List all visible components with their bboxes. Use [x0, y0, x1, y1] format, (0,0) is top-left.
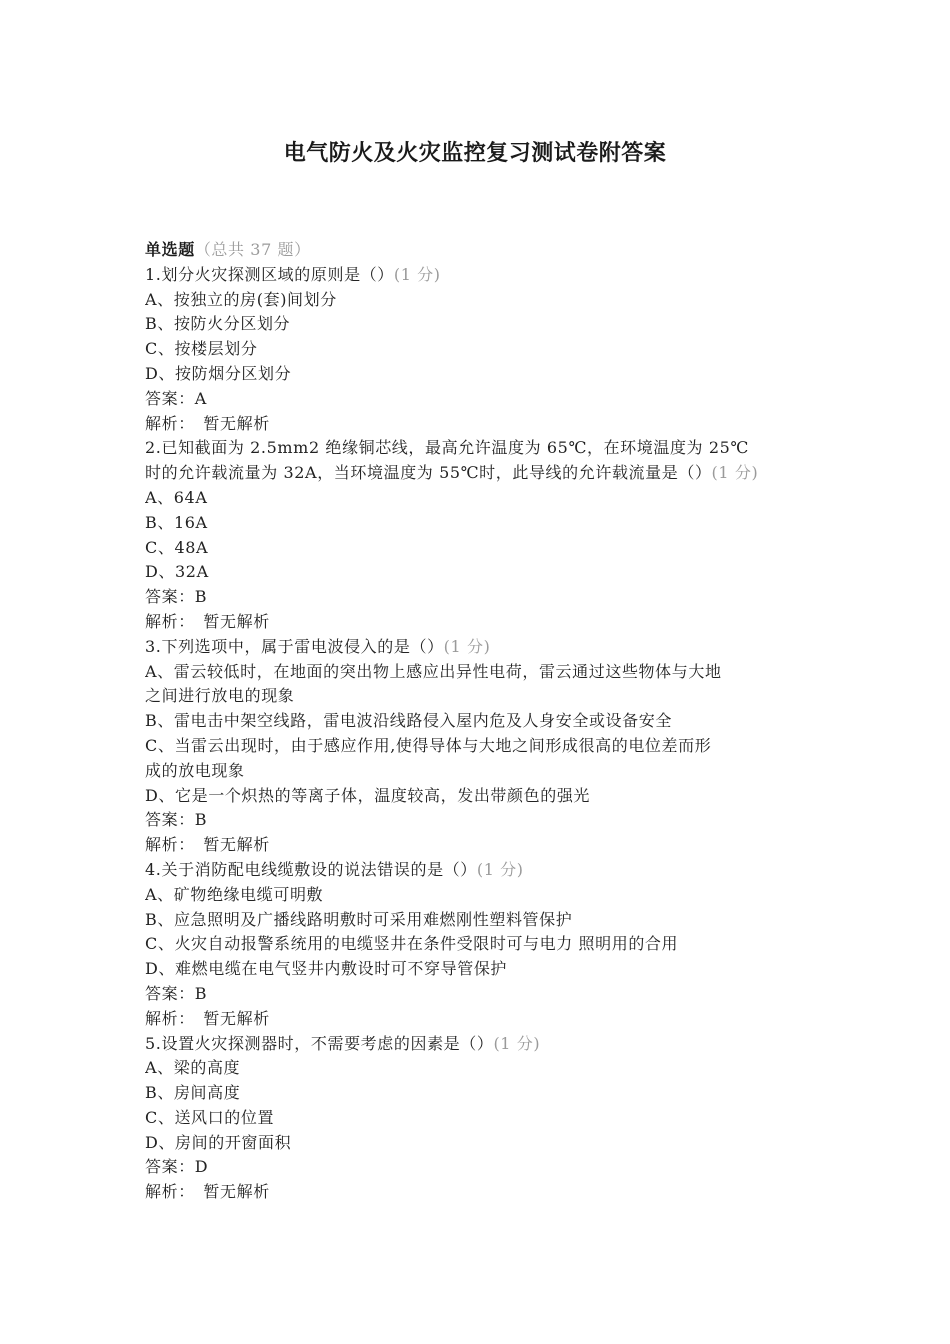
- answer-line: 答案：B: [145, 587, 208, 607]
- option-line: A、梁的高度: [145, 1058, 241, 1078]
- analysis-line: 解析： 暂无解析: [145, 835, 270, 855]
- question-text: 4.关于消防配电线缆敷设的说法错误的是（）: [145, 859, 477, 879]
- question-block: [145, 1032, 815, 1206]
- option-line: D、按防烟分区划分: [145, 363, 292, 383]
- question-stem: [145, 635, 815, 660]
- option-line: C、火灾自动报警系统用的电缆竖井在条件受限时可与电力 照明用的合用: [145, 934, 679, 954]
- question-list: [145, 263, 815, 1205]
- option-line: 成的放电现象: [145, 760, 245, 780]
- option-line: A、雷云较低时，在地面的突出物上感应出异性电荷，雷云通过这些物体与大地: [145, 661, 722, 681]
- question-score: (1 分): [493, 1033, 541, 1053]
- section-header: [145, 238, 815, 263]
- option-line: B、16A: [145, 512, 208, 532]
- option-line: D、它是一个炽热的等离子体，温度较高，发出带颜色的强光: [145, 785, 591, 805]
- answer-line: 答案：A: [145, 388, 207, 408]
- question-text: 5.设置火灾探测器时，不需要考虑的因素是（）: [145, 1033, 494, 1053]
- analysis-line: 解析： 暂无解析: [145, 413, 270, 433]
- option-line: B、房间高度: [145, 1083, 241, 1103]
- answer-line: 答案：B: [145, 810, 208, 830]
- question-text: 1.划分火灾探测区域的原则是（）: [145, 264, 394, 284]
- answer-line: 答案：D: [145, 1157, 209, 1177]
- option-line: 之间进行放电的现象: [145, 686, 295, 706]
- question-block: [145, 635, 815, 858]
- question-stem: [145, 858, 815, 883]
- question-block: [145, 436, 815, 634]
- question-block: [145, 263, 815, 437]
- question-text: 时的允许载流量为 32A，当环境温度为 55℃时，此导线的允许载流量是（）: [145, 463, 712, 483]
- option-line: D、难燃电缆在电气竖井内敷设时可不穿导管保护: [145, 959, 508, 979]
- analysis-line: 解析： 暂无解析: [145, 611, 270, 631]
- section-label: 单选题: [145, 240, 195, 259]
- answer-line: 答案：B: [145, 983, 208, 1003]
- question-stem: [145, 263, 815, 288]
- question-score: (1 分): [443, 636, 491, 656]
- option-line: C、48A: [145, 537, 209, 557]
- section-count: （总共 37 题）: [194, 240, 311, 259]
- option-line: A、64A: [145, 487, 208, 507]
- question-score: (1 分): [393, 264, 441, 284]
- question-stem: [145, 461, 815, 486]
- option-line: A、矿物绝缘电缆可明敷: [145, 884, 324, 904]
- option-line: D、32A: [145, 562, 209, 582]
- option-line: D、房间的开窗面积: [145, 1132, 292, 1152]
- question-block: [145, 858, 815, 1032]
- option-line: C、送风口的位置: [145, 1107, 275, 1127]
- question-stem: [145, 1032, 815, 1057]
- question-text: 2.已知截面为 2.5mm2 绝缘铜芯线，最高允许温度为 65℃，在环境温度为 25℃: [145, 438, 749, 458]
- option-line: B、雷电击中架空线路，雷电波沿线路侵入屋内危及人身安全或设备安全: [145, 711, 672, 731]
- option-line: B、应急照明及广播线路明敷时可采用难燃刚性塑料管保护: [145, 909, 573, 929]
- option-line: C、当雷云出现时，由于感应作用,使得导体与大地之间形成很高的电位差而形: [145, 735, 712, 755]
- option-line: B、按防火分区划分: [145, 314, 291, 334]
- option-line: A、按独立的房(套)间划分: [145, 289, 337, 309]
- question-score: (1 分): [711, 463, 759, 483]
- analysis-line: 解析： 暂无解析: [145, 1008, 270, 1028]
- analysis-line: 解析： 暂无解析: [145, 1182, 270, 1202]
- document-title: 电气防火及火灾监控复习测试卷附答案: [283, 140, 667, 166]
- option-line: C、按楼层划分: [145, 339, 258, 359]
- exam-content: [145, 238, 815, 1205]
- question-text: 3.下列选项中，属于雷电波侵入的是（）: [145, 636, 444, 656]
- question-score: (1 分): [476, 859, 524, 879]
- question-stem: [145, 436, 815, 461]
